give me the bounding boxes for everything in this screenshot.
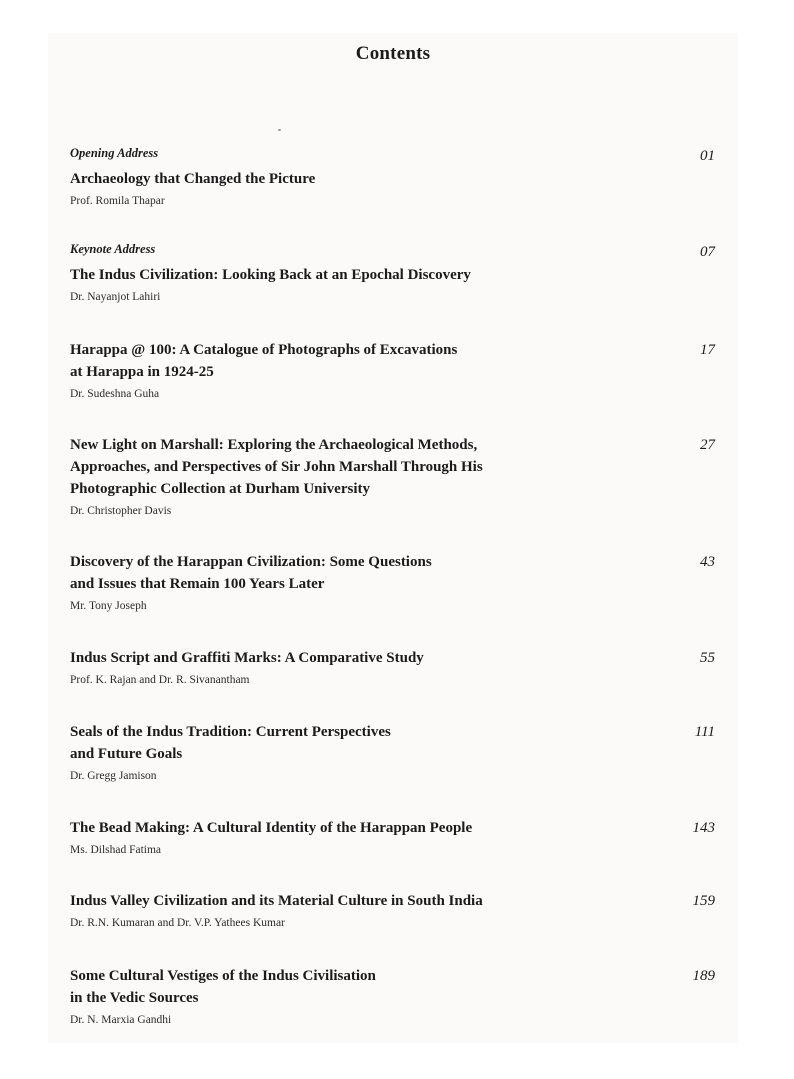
toc-entry-page-number: 111	[694, 724, 715, 740]
toc-entry-author: Dr. Christopher Davis	[70, 505, 172, 517]
toc-entry-title-line: Seals of the Indus Tradition: Current Perspectives	[70, 724, 391, 740]
page-title: Contents	[355, 43, 431, 64]
toc-entry[interactable]	[70, 890, 715, 931]
toc-entry-title-line: Photographic Collection at Durham University	[70, 481, 370, 497]
toc-entry-page-number: 55	[700, 650, 715, 666]
toc-entry[interactable]	[70, 647, 715, 688]
toc-entry-title-line: Indus Valley Civilization and its Material Culture in South India	[70, 893, 483, 909]
toc-entry-page-number: 17	[700, 342, 715, 358]
toc-entry[interactable]	[70, 434, 715, 519]
toc-entry[interactable]	[70, 721, 715, 784]
toc-entry-label: Opening Address	[70, 146, 159, 160]
toc-entry-title-line: and Issues that Remain 100 Years Later	[70, 576, 325, 592]
toc-entry[interactable]	[70, 241, 715, 305]
toc-entry-author: Mr. Tony Joseph	[70, 600, 147, 612]
toc-entry-title-line: Discovery of the Harappan Civilization: Some Questions	[70, 554, 432, 570]
ink-speck	[278, 129, 281, 131]
toc-entry-author: Ms. Dilshad Fatima	[70, 844, 162, 856]
toc-entry-author: Dr. Gregg Jamison	[70, 770, 157, 782]
toc-entry-author: Dr. Nayanjot Lahiri	[70, 291, 161, 303]
toc-entry-author: Dr. R.N. Kumaran and Dr. V.P. Yathees Kumar	[70, 917, 285, 929]
toc-entry[interactable]	[70, 145, 715, 209]
toc-entry-page-number: 159	[692, 893, 715, 909]
toc-entry-title-line: Some Cultural Vestiges of the Indus Civilisation	[70, 968, 376, 984]
toc-entry-title-line: New Light on Marshall: Exploring the Archaeological Methods,	[70, 437, 478, 453]
toc-entry-title	[70, 168, 570, 190]
toc-entry[interactable]	[70, 339, 715, 402]
toc-entry-title-line: Harappa @ 100: A Catalogue of Photographs of Excavations	[70, 342, 458, 358]
toc-entry-title-line: in the Vedic Sources	[70, 990, 199, 1006]
toc-entry-author: Prof. Romila Thapar	[70, 195, 165, 207]
toc-entry-title-line: Archaeology that Changed the Picture	[70, 171, 316, 187]
toc-entry-title-line: at Harappa in 1924-25	[70, 364, 214, 380]
toc-entry-author: Prof. K. Rajan and Dr. R. Sivanantham	[70, 674, 250, 686]
toc-entry-page-number: 07	[700, 244, 715, 260]
toc-entry[interactable]	[70, 965, 715, 1028]
document-page	[48, 33, 738, 1043]
toc-entry-page-number: 01	[700, 148, 715, 164]
toc-entry-title-line: The Bead Making: A Cultural Identity of the Harappan People	[70, 820, 473, 836]
toc-entry-title	[70, 434, 570, 500]
toc-entry[interactable]	[70, 817, 715, 858]
toc-entry-page-number: 27	[700, 437, 715, 453]
toc-entry-title	[70, 339, 570, 383]
toc-entry-title	[70, 890, 570, 912]
toc-entry-title	[70, 264, 570, 286]
toc-entry-title-line: Indus Script and Graffiti Marks: A Comparative Study	[70, 650, 424, 666]
toc-entry-page-number: 189	[692, 968, 715, 984]
toc-entry-author: Dr. Sudeshna Guha	[70, 388, 160, 400]
toc-entry-page-number: 43	[700, 554, 715, 570]
toc-entry-title	[70, 721, 570, 765]
toc-entry-title	[70, 965, 570, 1009]
toc-entry[interactable]	[70, 551, 715, 614]
toc-entry-page-number: 143	[692, 820, 715, 836]
toc-entry-title	[70, 817, 570, 839]
toc-entry-label: Keynote Address	[70, 242, 156, 256]
toc-entry-title	[70, 647, 570, 669]
toc-entry-title-line: The Indus Civilization: Looking Back at an Epochal Discovery	[70, 267, 471, 283]
toc-entry-author: Dr. N. Marxia Gandhi	[70, 1014, 172, 1026]
toc-entry-title	[70, 551, 570, 595]
toc-entry-title-line: Approaches, and Perspectives of Sir John Marshall Through His	[70, 459, 483, 475]
toc-entry-title-line: and Future Goals	[70, 746, 183, 762]
